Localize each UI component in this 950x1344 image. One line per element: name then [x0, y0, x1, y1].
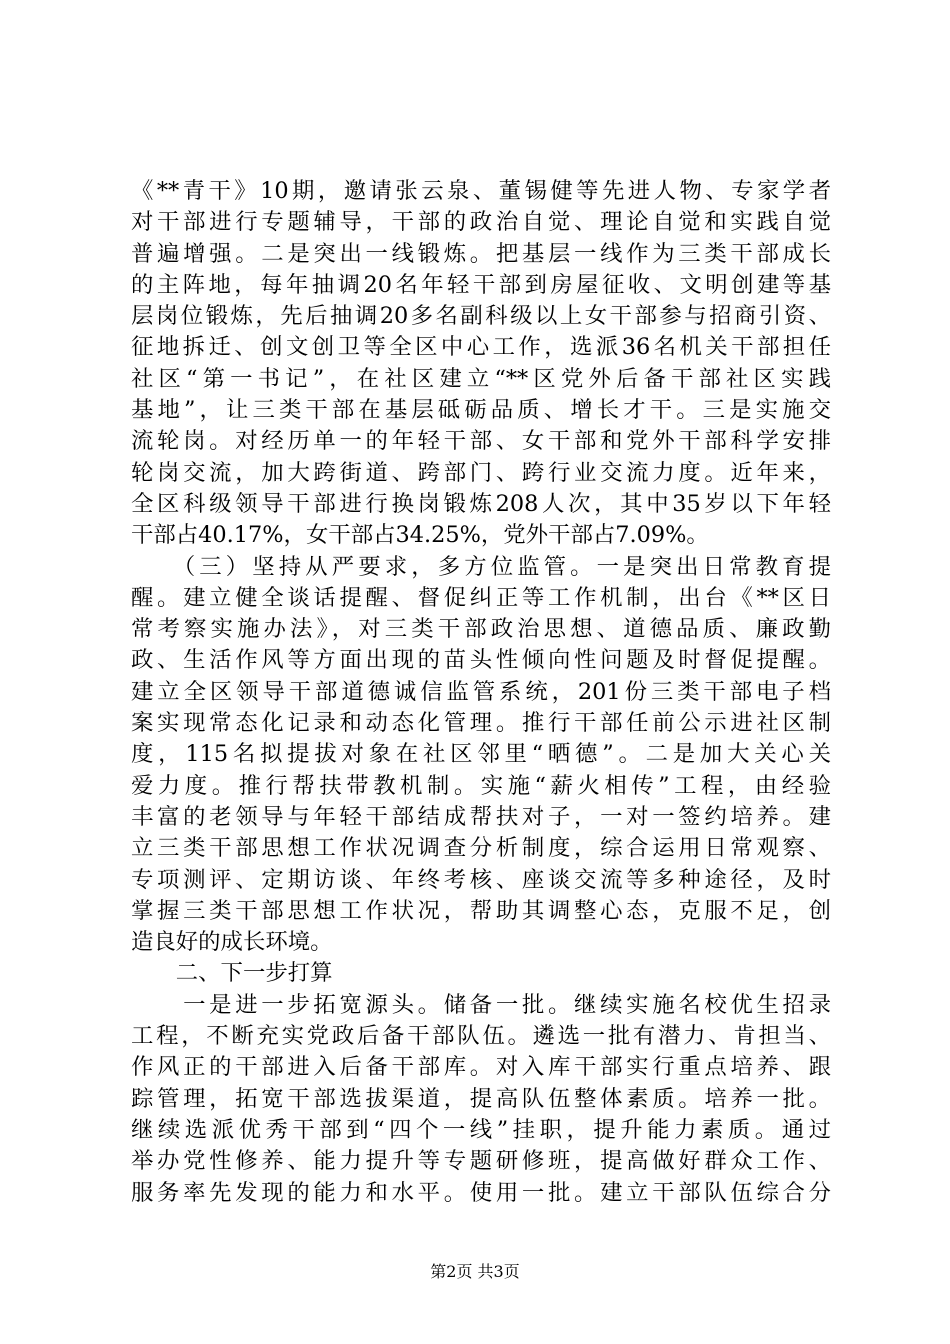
text-line: 征地拆迁、创文创卫等全区中心工作，选派36名机关干部担任	[131, 334, 831, 361]
text-line: 建立全区领导干部道德诚信监管系统，201份三类干部电子档	[131, 678, 831, 705]
text-line: 干部占40.17%，女干部占34.25%，党外干部占7.09%。	[131, 522, 709, 549]
text-line: 一是进一步拓宽源头。储备一批。继续实施名校优生招录	[131, 991, 831, 1018]
text-line: 立三类干部思想工作状况调查分析制度，综合运用日常观察、	[131, 835, 831, 862]
text-line: 踪管理，拓宽干部选拔渠道，提高队伍整体素质。培养一批。	[131, 1085, 831, 1112]
text-line: 社区“第一书记”，在社区建立“**区党外后备干部社区实践	[131, 365, 831, 392]
text-line: 对干部进行专题辅导，干部的政治自觉、理论自觉和实践自觉	[131, 209, 831, 236]
text-line: 继续选派优秀干部到“四个一线”挂职，提升能力素质。通过	[131, 1116, 831, 1143]
text-line: 《**青干》10期，邀请张云泉、董锡健等先进人物、专家学者	[131, 178, 831, 204]
text-line: 度，115名拟提拔对象在社区邻里“晒德”。二是加大关心关	[131, 741, 831, 768]
text-line: 案实现常态化记录和动态化管理。推行干部任前公示进社区制	[131, 710, 831, 737]
text-line: 轮岗交流，加大跨街道、跨部门、跨行业交流力度。近年来，	[131, 459, 831, 486]
text-line: 造良好的成长环境。	[131, 929, 333, 956]
text-line: 普遍增强。二是突出一线锻炼。把基层一线作为三类干部成长	[131, 240, 831, 267]
text-line: 政、生活作风等方面出现的苗头性倾向性问题及时督促提醒。	[131, 647, 831, 674]
text-line: 工程，不断充实党政后备干部队伍。遴选一批有潜力、肯担当、	[131, 1023, 831, 1050]
page-footer: 第2页 共3页	[430, 1262, 520, 1281]
text-line: 作风正的干部进入后备干部库。对入库干部实行重点培养、跟	[131, 1054, 831, 1081]
text-line: 二、下一步打算	[131, 960, 333, 987]
body-text	[131, 176, 831, 1209]
text-line: 常考察实施办法》，对三类干部政治思想、道德品质、廉政勤	[131, 616, 831, 643]
text-line: 层岗位锻炼，先后抽调20多名副科级以上女干部参与招商引资、	[131, 303, 831, 330]
text-line: 基地”，让三类干部在基层砥砺品质、增长才干。三是实施交	[131, 397, 831, 424]
text-line: 丰富的老领导与年轻干部结成帮扶对子，一对一签约培养。建	[131, 803, 831, 830]
text-line: 掌握三类干部思想工作状况，帮助其调整心态，克服不足，创	[131, 897, 831, 924]
text-line: 举办党性修养、能力提升等专题研修班，提高做好群众工作、	[131, 1148, 831, 1175]
text-line: （三）坚持从严要求，多方位监管。一是突出日常教育提	[131, 553, 831, 580]
text-line: 爱力度。推行帮扶带教机制。实施“薪火相传”工程，由经验	[131, 772, 831, 799]
text-line: 的主阵地，每年抽调20名年轻干部到房屋征收、文明创建等基	[131, 271, 831, 298]
text-line: 专项测评、定期访谈、年终考核、座谈交流等多种途径，及时	[131, 866, 831, 893]
text-line: 服务率先发现的能力和水平。使用一批。建立干部队伍综合分	[131, 1179, 831, 1206]
text-line: 醒。建立健全谈话提醒、督促纠正等工作机制，出台《**区日	[131, 584, 831, 611]
text-line: 流轮岗。对经历单一的年轻干部、女干部和党外干部科学安排	[131, 428, 831, 455]
text-line: 全区科级领导干部进行换岗锻炼208人次，其中35岁以下年轻	[131, 490, 831, 517]
